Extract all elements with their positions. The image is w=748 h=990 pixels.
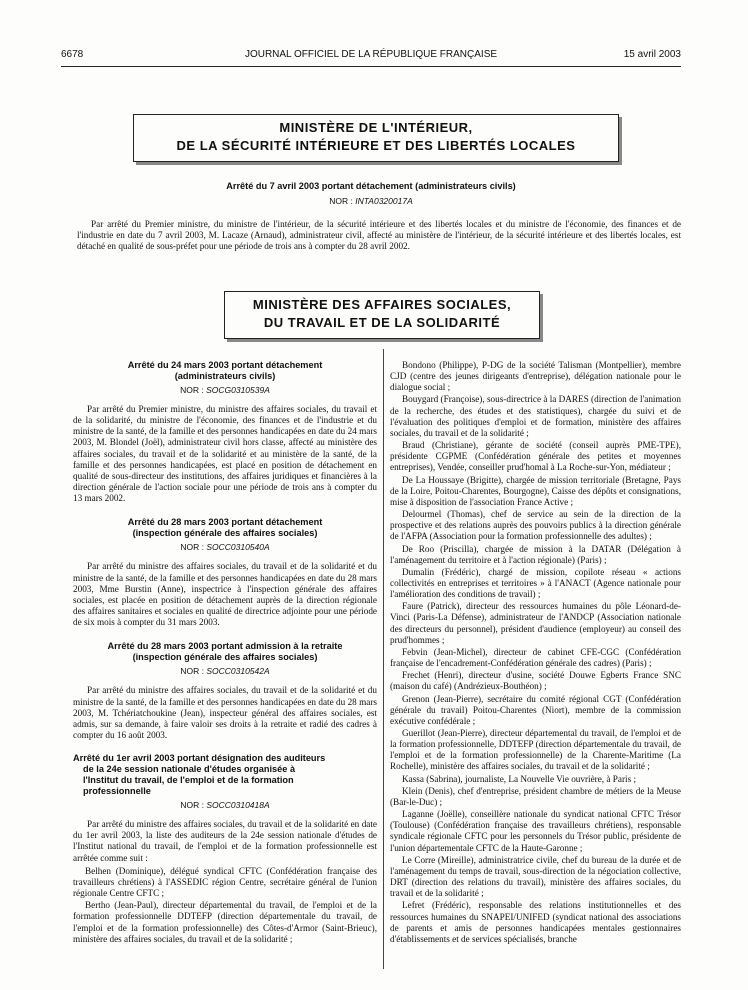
ministry-interior-line2: DE LA SÉCURITÉ INTÉRIEURE ET DES LIBERTÉS LOCALES	[176, 138, 576, 153]
decree5-nor	[73, 800, 377, 810]
decree5-body: Par arrêté du ministre des affaires sociales, du travail et de la solidarité en date du 1er avril 2003, la liste des auditeurs de la 24e session nationale d'études de l'Institut national du travail, de l'emploi et de la formation professionnelle est arrêtée comme suit :	[73, 819, 377, 863]
ministry-interior-line1: MINISTÈRE DE L'INTÉRIEUR,	[279, 120, 473, 135]
decree2-title-line2: (administrateurs civils)	[174, 371, 276, 381]
journal-title: JOURNAL OFFICIEL DE LA RÉPUBLIQUE FRANÇAISE	[244, 49, 498, 60]
decree2-title	[73, 360, 377, 382]
decree5-title-line3: l'Institut du travail, de l'emploi et de la formation	[83, 775, 294, 786]
nor-code: SOCC0310418A	[206, 800, 270, 811]
nor-label: NOR :	[180, 666, 204, 677]
decree3-title-line1: Arrêté du 28 mars 2003 portant détachement	[127, 517, 323, 528]
decree1-title: Arrêté du 7 avril 2003 portant détachement (administrateurs civils)	[226, 181, 516, 191]
auditor-entry: Grenon (Jean-Pierre), secrétaire du comité régional CGT (Confédération générale du travail) Poitou-Charentes (Niort), membre de la commission exécutive confédérale ;	[390, 693, 681, 726]
right-column	[390, 360, 681, 946]
column-divider	[383, 349, 384, 969]
auditor-entry: Bondono (Philippe), P-DG de la société Talisman (Montpellier), membre CJD (centre des jeunes dirigeants d'entreprise), délégation nationale pour le dialogue social ;	[390, 360, 681, 393]
ministry-interior-box	[133, 114, 619, 162]
header-rule	[61, 66, 681, 67]
nor-code: INTA0320017A	[355, 196, 413, 206]
auditor-entry: De La Houssaye (Brigitte), chargée de mission territoriale (Bretagne, Pays de la Loire, Poitou-Charentes, Bourgogne), Caisse des dépôts et consignations, mise à disposition de l'association France Active ;	[390, 474, 681, 507]
nor-label: NOR :	[180, 385, 204, 395]
auditor-entry: Lefret (Frédéric), responsable des relations institutionnelles et des ressources humaines du SNAPEI/UNIFED (syndicat national des associations de parents et amis de personnes handicapées mentales gestionnaires d'établissements et de services spécialisés, branche	[390, 900, 681, 944]
nor-code: SOCC0310540A	[206, 542, 270, 553]
auditor-entry: Bertho (Jean-Paul), directeur départemental du travail, de l'emploi et de la formation professionnelle DDTEFP (direction départementale du travail, de l'emploi et de la formation professionnelle) des Côtes-d'Armor (Saint-Brieuc), ministère des affaires sociales, du travail et de la solidarité ;	[73, 900, 377, 944]
decree5-title	[73, 753, 377, 797]
auditor-entry: Le Corre (Mireille), administratrice civile, chef du bureau de la durée et de l'aménagement du temps de travail, sous-direction de la négociation collective, DRT (direction des relations du travail), ministère des affaires sociales, du travail et de la solidarité ;	[390, 854, 681, 899]
auditor-entry: Frechet (Henri), directeur d'usine, société Douwe Egberts France SNC (maison du café) (Andrézieux-Bouthéon) ;	[390, 670, 681, 692]
nor-label: NOR :	[180, 800, 204, 811]
nor-code: SOCC0310542A	[206, 666, 270, 677]
auditor-entry: Guerillot (Jean-Pierre), directeur départemental du travail, de l'emploi et de la formation professionnelle, DDTEFP (direction départementale du travail, de l'emploi et de la formation professionnelle) de la Charente-Maritime (La Rochelle), ministère des affaires sociales, du travail et de la solidarité ;	[390, 728, 681, 772]
decree3-nor	[73, 542, 377, 552]
issue-date: 15 avril 2003	[623, 49, 681, 60]
decree2-nor	[73, 385, 377, 395]
nor-code: SOCG0310539A	[206, 385, 270, 395]
decree2-title-line1: Arrêté du 24 mars 2003 portant détachement	[127, 360, 323, 370]
auditor-entry: Klein (Denis), chef d'entreprise, président chambre de métiers de la Meuse (Bar-le-Duc) ;	[390, 785, 681, 807]
auditor-entry: Delourmel (Thomas), chef de service au sein de la direction de la prospective et des relations auprès des pouvoirs publics à la direction générale de l'AFPA (Association pour la formation professionnelle des adultes) ;	[390, 509, 681, 542]
decree5-title-line2: de la 24e session nationale d'études organisée à	[83, 764, 296, 775]
decree4-title	[73, 641, 377, 663]
ministry-social-line1: MINISTÈRE DES AFFAIRES SOCIALES,	[252, 297, 512, 312]
auditor-entry: Braud (Christiane), gérante de société (conseil auprès PME-TPE), présidente CGPME (Confédération générale des petites et moyennes entreprises), Vendée, conseiller prud'homal à La Roche-sur-Yon, médiateur ;	[390, 440, 681, 473]
auditor-entry: De Roo (Priscilla), chargée de mission à la DATAR (Délégation à l'aménagement du territoire et à l'action régionale) (Paris) ;	[390, 543, 681, 565]
auditor-entry: Belhen (Dominique), délégué syndical CFTC (Confédération française des travailleurs chrétiens) à l'ASSEDIC région Centre, secrétaire général de l'union régionale Centre CFTC ;	[73, 865, 377, 899]
decree5-title-line4: professionnelle	[83, 786, 151, 797]
decree4-title-line1: Arrêté du 28 mars 2003 portant admission à la retraite	[107, 641, 343, 652]
decree4-title-line2: (inspection générale des affaires sociales)	[132, 652, 318, 663]
page-number: 6678	[61, 49, 84, 60]
decree3-body: Par arrêté du ministre des affaires sociales, du travail et de la solidarité et du ministre de la santé, de la famille et des personnes handicapées en date du 28 mars 2003, Mme Burstin (Anne), inspectrice à l'inspection générale des affaires sociales, est placée en position de détachement auprès de la direction régionale des affaires sanitaires et sociales en qualité de directrice adjointe pour une période de six mois à compter du 31 mars 2003.	[73, 561, 377, 628]
nor-label: NOR :	[180, 542, 204, 553]
nor-label: NOR :	[329, 196, 353, 206]
decree1-nor	[61, 196, 681, 206]
decree5-title-line1: Arrêté du 1er avril 2003 portant désignation des auditeurs	[73, 753, 326, 764]
auditor-entry: Bouygard (Françoise), sous-directrice à la DARES (direction de l'animation de la recherche, des études et des statistiques), chargée du suivi et de l'évaluation des politiques d'emploi et de formation, ministère des affaires sociales, du travail et de la solidarité ;	[390, 394, 681, 438]
auditor-entry: Febvin (Jean-Michel), directeur de cabinet CFE-CGC (Confédération française de l'encadrement-Confédération générale des cadres) (Paris) ;	[390, 646, 681, 669]
decree3-title-line2: (inspection générale des affaires sociales)	[132, 528, 318, 539]
decree4-nor	[73, 666, 377, 676]
auditor-entry: Laganne (Joëlle), conseillère nationale du syndicat national CFTC Trésor (Toulouse) (Confédération française des travailleurs chrétiens), responsable syndicale régionale CFTC pour les personnels du Trésor public, présidente de l'union départementale CFTC de la Haute-Garonne ;	[390, 809, 681, 853]
right-auditor-list	[390, 360, 681, 945]
decree3-title	[73, 517, 377, 539]
auditor-entry: Kassa (Sabrina), journaliste, La Nouvelle Vie ouvrière, à Paris ;	[402, 773, 636, 784]
left-auditor-list	[73, 866, 377, 945]
ministry-social-box	[224, 291, 540, 339]
decree2-body: Par arrêté du Premier ministre, du ministre des affaires sociales, du travail et de la solidarité, du ministre de l'économie, des finances et de l'industrie et du ministre de la santé, de la famille et des personnes handicapées en date du 24 mars 2003, M. Blondel (Joël), administrateur civil hors classe, affecté au ministère des affaires sociales, du travail et de la solidarité et au ministère de la santé, de la famille et des personnes handicapées, est placé en position de détachement en qualité de sous-directeur des institutions, des affaires juridiques et financières à la direction générale de l'action sociale pour une période de trois ans à compter du 13 mars 2002.	[73, 404, 377, 504]
decree1-body: Par arrêté du Premier ministre, du ministre de l'intérieur, de la sécurité intérieure et des libertés locales et du ministre de l'économie, des finances et de l'industrie en date du 7 avril 2003, M. Lacaze (Arnaud), administrateur civil, affecté au ministère de l'intérieur, de la sécurité intérieure et des libertés locales, est détaché en qualité de sous-préfet pour une période de trois ans à compter du 28 avril 2002.	[77, 219, 681, 252]
auditor-entry: Dumalin (Frédéric), chargé de mission, copilote réseau « actions collectivités en entreprises et territoires » à l'ANACT (Agence nationale pour l'amélioration des conditions de travail) ;	[390, 566, 681, 600]
auditor-entry: Faure (Patrick), directeur des ressources humaines du pôle Léonard-de-Vinci (Paris-La Défense), administrateur de l'ANDCP (Association nationale des directeurs du personnel), président d'audience (employeur) au conseil des prud'hommes ;	[390, 601, 681, 645]
decree4-body: Par arrêté du ministre des affaires sociales, du travail et de la solidarité et du ministre de la santé, de la famille et des personnes handicapées en date du 28 mars 2003, M. Tchériatchoukine (Jean), inspecteur général des affaires sociales, est admis, sur sa demande, à faire valoir ses droits à la retraite et radié des cadres à compter du 16 août 2003.	[73, 685, 377, 740]
left-column	[73, 360, 377, 946]
page-header	[61, 49, 681, 63]
ministry-social-line2: DU TRAVAIL ET DE LA SOLIDARITÉ	[263, 315, 501, 330]
